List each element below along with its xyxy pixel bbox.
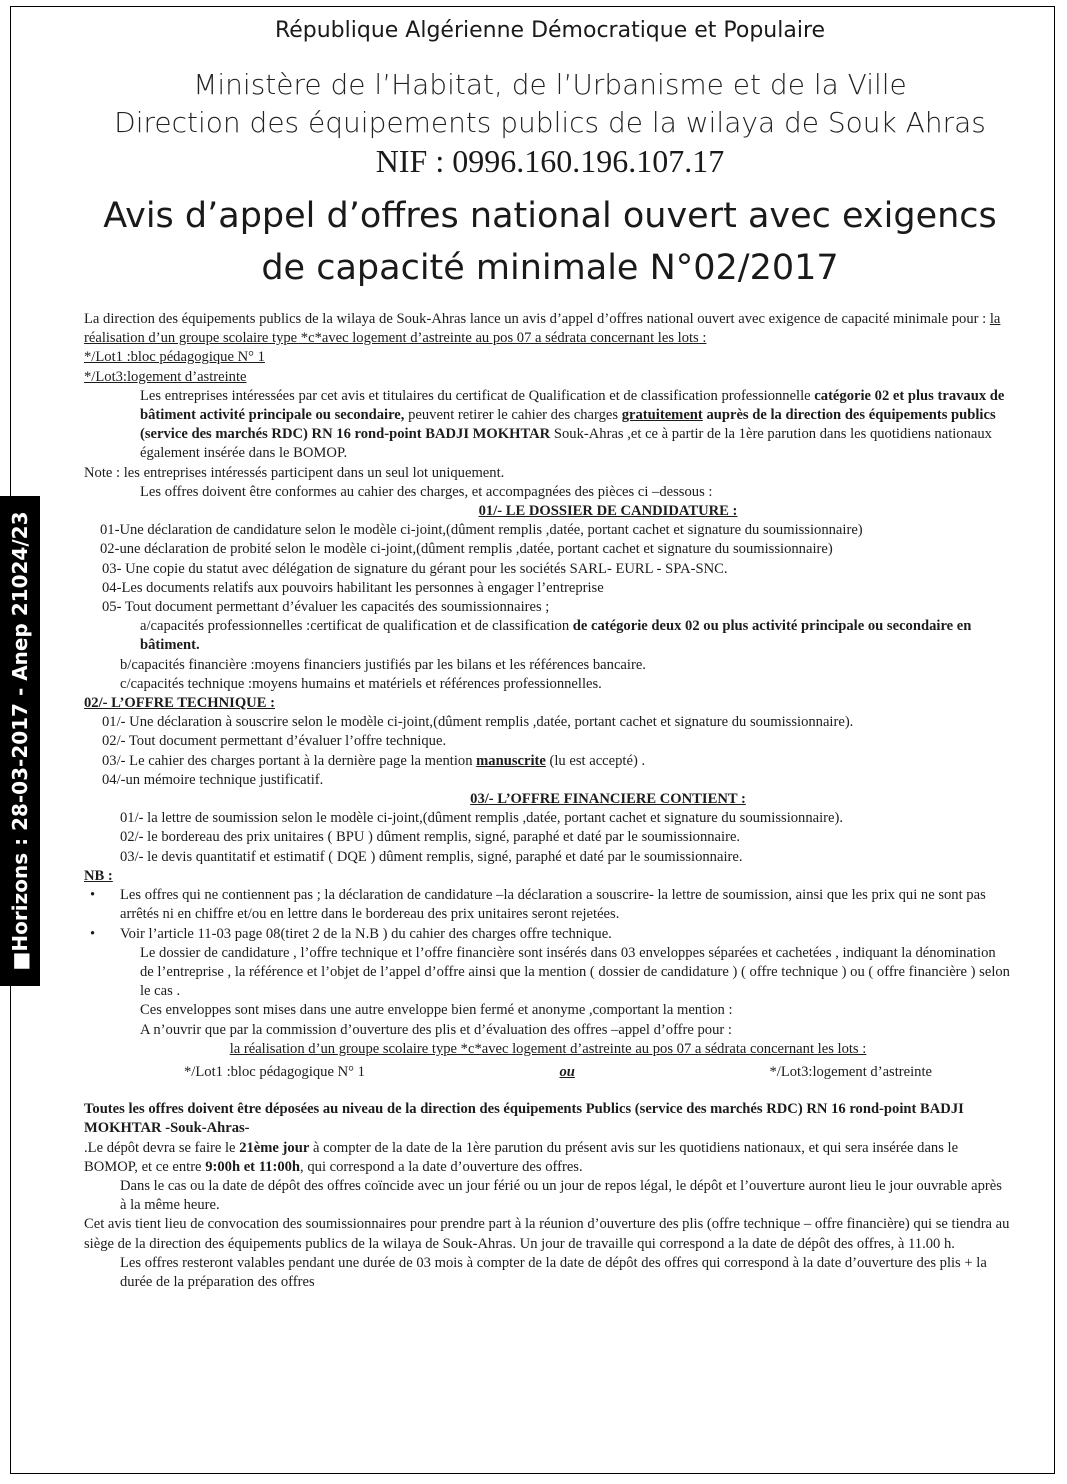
capacity-b: b/capacités financière :moyens financiers justifiés par les bilans et les références bancaire. — [120, 656, 646, 673]
technique-item-3-end: (lu est accepté) . — [545, 752, 646, 769]
dossier-item-4: 04-Les documents relatifs aux pouvoirs habilitant les personnes à engager l’entreprise — [102, 579, 604, 596]
financiere-item-3: 03/- le devis quantitatif et estimatif ( DQE ) dûment remplis, signé, paraphé et daté par le soumissionnaire. — [120, 848, 743, 865]
technique-item-3-text: 03/- Le cahier des charges portant à la dernière page la mention — [102, 752, 477, 769]
republic-heading: République Algérienne Démocratique et Populaire — [274, 18, 826, 43]
envelopes-paragraph: Le dossier de candidature , l’offre technique et l’offre financière sont insérés dans 03 enveloppes séparées et cachetées , indiquant la dénomination de l’entreprise , la référence et l’objet de l’appel d’offre ainsi que la mention ( dossier de candidature ) ( offre technique ) ou ( offre financière ) selon le cas . — [140, 944, 1010, 1000]
validity-paragraph: Les offres resteront valables pendant une durée de 03 mois à compter de la date de dépôt des offres qui correspond à la date d’ouverture des plis + la durée de la préparation des offres — [120, 1254, 987, 1290]
intro-lot3: */Lot3:logement d’astreinte — [84, 368, 247, 385]
financiere-item-1: 01/- la lettre de soumission selon le modèle ci-joint,(dûment remplis ,datée, portant cachet et signature du soumissionnaire). — [120, 810, 844, 827]
envelopes-lot3: */Lot3:logement d’astreinte — [769, 1063, 932, 1080]
eligibility-text-c: peuvent retirer le cahier des charges — [404, 407, 622, 424]
deposit-text-a: .Le dépôt devra se faire le — [84, 1139, 240, 1156]
eligibility-text-d: gratuitement — [621, 407, 703, 424]
side-banner — [0, 496, 40, 986]
deposit-text-c: à compter de la date de la 1ère parution du présent avis sur les quotidiens nationaux, et qui sera insérée dans le BOMOP, et ce entre — [84, 1139, 959, 1175]
technique-item-2: 02/- Tout document permettant d’évaluer l’offre technique. — [102, 733, 447, 750]
envelopes-project: la réalisation d’un groupe scolaire type *c*avec logement d’astreinte au pos 07 a sédrata concernant les lots : — [229, 1040, 867, 1057]
notice-body — [84, 310, 1012, 1292]
dossier-item-1: 01-Une déclaration de candidature selon le modèle ci-joint,(dûment remplis ,datée, portant cachet et signature du soumissionnaire) — [100, 522, 863, 539]
technique-item-3 — [84, 752, 1012, 771]
deposit-paragraph: Toutes les offres doivent être déposées au niveau de la direction des équipements Publics (service des marchés RDC) RN 16 rond-point BADJI MOKHTAR -Souk-Ahras- — [84, 1101, 964, 1137]
nb-heading: NB : — [84, 867, 113, 884]
intro-text: La direction des équipements publics de la wilaya de Souk-Ahras lance un avis d’appel d’offres national ouvert avec exigence de capacité minimale pour : — [84, 311, 990, 327]
eligibility-text-a: Les entreprises intéressées par cet avis et titulaires du certificat de Qualification et de classification professionnelle — [140, 387, 815, 404]
manuscrite-word: manuscrite — [476, 752, 546, 769]
financiere-item-2: 02/- le bordereau des prix unitaires ( BPU ) dûment remplis, signé, paraphé et daté par le soumissionnaire. — [120, 829, 741, 846]
envelopes-opening: A n’ouvrir que par la commission d’ouverture des plis et d’évaluation des offres –appel d’offre pour : — [140, 1021, 732, 1038]
deposit-text-e: , qui correspond a la date d’ouverture des offres. — [300, 1158, 583, 1175]
eligibility-text-e: auprès de la direction des équipements publics (service des marchés RDC) RN 16 rond-point BADJI MOKHTAR — [140, 407, 996, 443]
technique-heading: 02/- L’OFFRE TECHNIQUE : — [84, 695, 275, 712]
direction-heading: Direction des équipements publics de la wilaya de Souk Ahras — [114, 106, 986, 139]
deposit-day: 21ème jour — [239, 1139, 310, 1156]
dossier-item-3: 03- Une copie du statut avec délégation de signature du gérant pour les sociétés SARL- EURL - SPA-SNC. — [102, 560, 728, 577]
dossier-item-2: 02-une déclaration de probité selon le modèle ci-joint,(dûment remplis ,datée, portant cachet et signature du soumissionnaire) — [100, 541, 833, 558]
capacity-c: c/capacités technique :moyens humains et matériels et références professionnelles. — [120, 675, 602, 692]
deposit-date-paragraph — [84, 1139, 1012, 1177]
holiday-paragraph: Dans le cas ou la date de dépôt des offres coïncide avec un jour férié ou un jour de repos légal, le dépôt et l’ouverture auront lieu le jour ouvrable après à la même heure. — [120, 1177, 1002, 1214]
side-banner-text: ■Horizons : 28-03-2017 - Anep 21024/23 — [8, 511, 32, 971]
nif-line: NIF : 0996.160.196.107.17 — [375, 143, 725, 179]
nb-bullet-2: • Voir l’article 11-03 page 08(tiret 2 de la N.B ) du cahier des charges offre technique. — [84, 925, 1012, 944]
deposit-hours: 9:00h et 11:00h — [205, 1158, 301, 1175]
eligibility-text-f: Souk-Ahras ,et ce à partir de la 1ère parution dans les quotidiens nationaux également insérée dans le BOMOP. — [140, 426, 992, 462]
eligibility-paragraph — [84, 387, 1012, 464]
capacity-a-text: a/capacités professionnelles :certificat de qualification et de classification — [140, 618, 573, 635]
envelopes-or: ou — [559, 1063, 575, 1080]
notice-title-line2: de capacité minimale N°02/2017 — [261, 248, 839, 288]
intro-project: la réalisation d’un groupe scolaire type *c*avec logement d’astreinte au pos 07 a sédrata concernant les lots : — [84, 311, 1001, 347]
convocation-paragraph: Cet avis tient lieu de convocation des soumissionnaires pour prendre part à la réunion d’ouverture des plis (offre technique – offre financière) qui se tiendra au siège de la direction des équipements publics de la wilaya de Souk-Ahras. Un jour de travaille qui correspond a la date de dépôt des offres, à 11.00 h. — [84, 1216, 1010, 1252]
technique-item-4: 04/-un mémoire technique justificatif. — [102, 771, 324, 788]
envelopes-lots — [84, 1059, 1012, 1100]
dossier-item-5: 05- Tout document permettant d’évaluer les capacités des soumissionnaires ; — [102, 599, 550, 616]
note-line: Note : les entreprises intéressés participent dans un seul lot uniquement. — [84, 464, 505, 481]
eligibility-text-b: catégorie 02 et plus travaux de bâtiment activité principale ou secondaire, — [140, 387, 1005, 424]
capacity-a — [84, 617, 1012, 655]
conformity-line: Les offres doivent être conformes au cahier des charges, et accompagnées des pièces ci –dessous : — [140, 483, 713, 500]
notice-title — [60, 190, 1040, 294]
envelopes-lot1: */Lot1 :bloc pédagogique N° 1 — [184, 1063, 365, 1080]
financiere-heading: 03/- L’OFFRE FINANCIERE CONTIENT : — [470, 791, 746, 808]
notice-title-line1: Avis d’appel d’offres national ouvert avec exigencs — [103, 196, 997, 236]
nb-bullet-1: • Les offres qui ne contiennent pas ; la déclaration de candidature –la déclaration a souscrire- la lettre de soumission, ainsi que les prix qui ne sont pas arrêtés ni en chiffre et/ou en lettre dans le bordereau des prix unitaires seront rejetées. — [84, 886, 1012, 924]
dossier-heading: 01/- LE DOSSIER DE CANDIDATURE : — [478, 503, 738, 520]
technique-item-1: 01/- Une déclaration à souscrire selon le modèle ci-joint,(dûment remplis ,datée, portant cachet et signature du soumissionnaire). — [102, 714, 854, 731]
capacity-a-bold: de catégorie deux 02 ou plus activité principale ou secondaire en bâtiment. — [140, 618, 972, 654]
intro-paragraph — [84, 310, 1012, 348]
intro-lot1: */Lot1 :bloc pédagogique N° 1 — [84, 349, 265, 366]
ministry-heading: Ministère de l’Habitat, de l’Urbanisme et de la Ville — [193, 68, 907, 101]
envelopes-mention: Ces enveloppes sont mises dans une autre enveloppe bien fermé et anonyme ,comportant la mention : — [140, 1002, 733, 1019]
